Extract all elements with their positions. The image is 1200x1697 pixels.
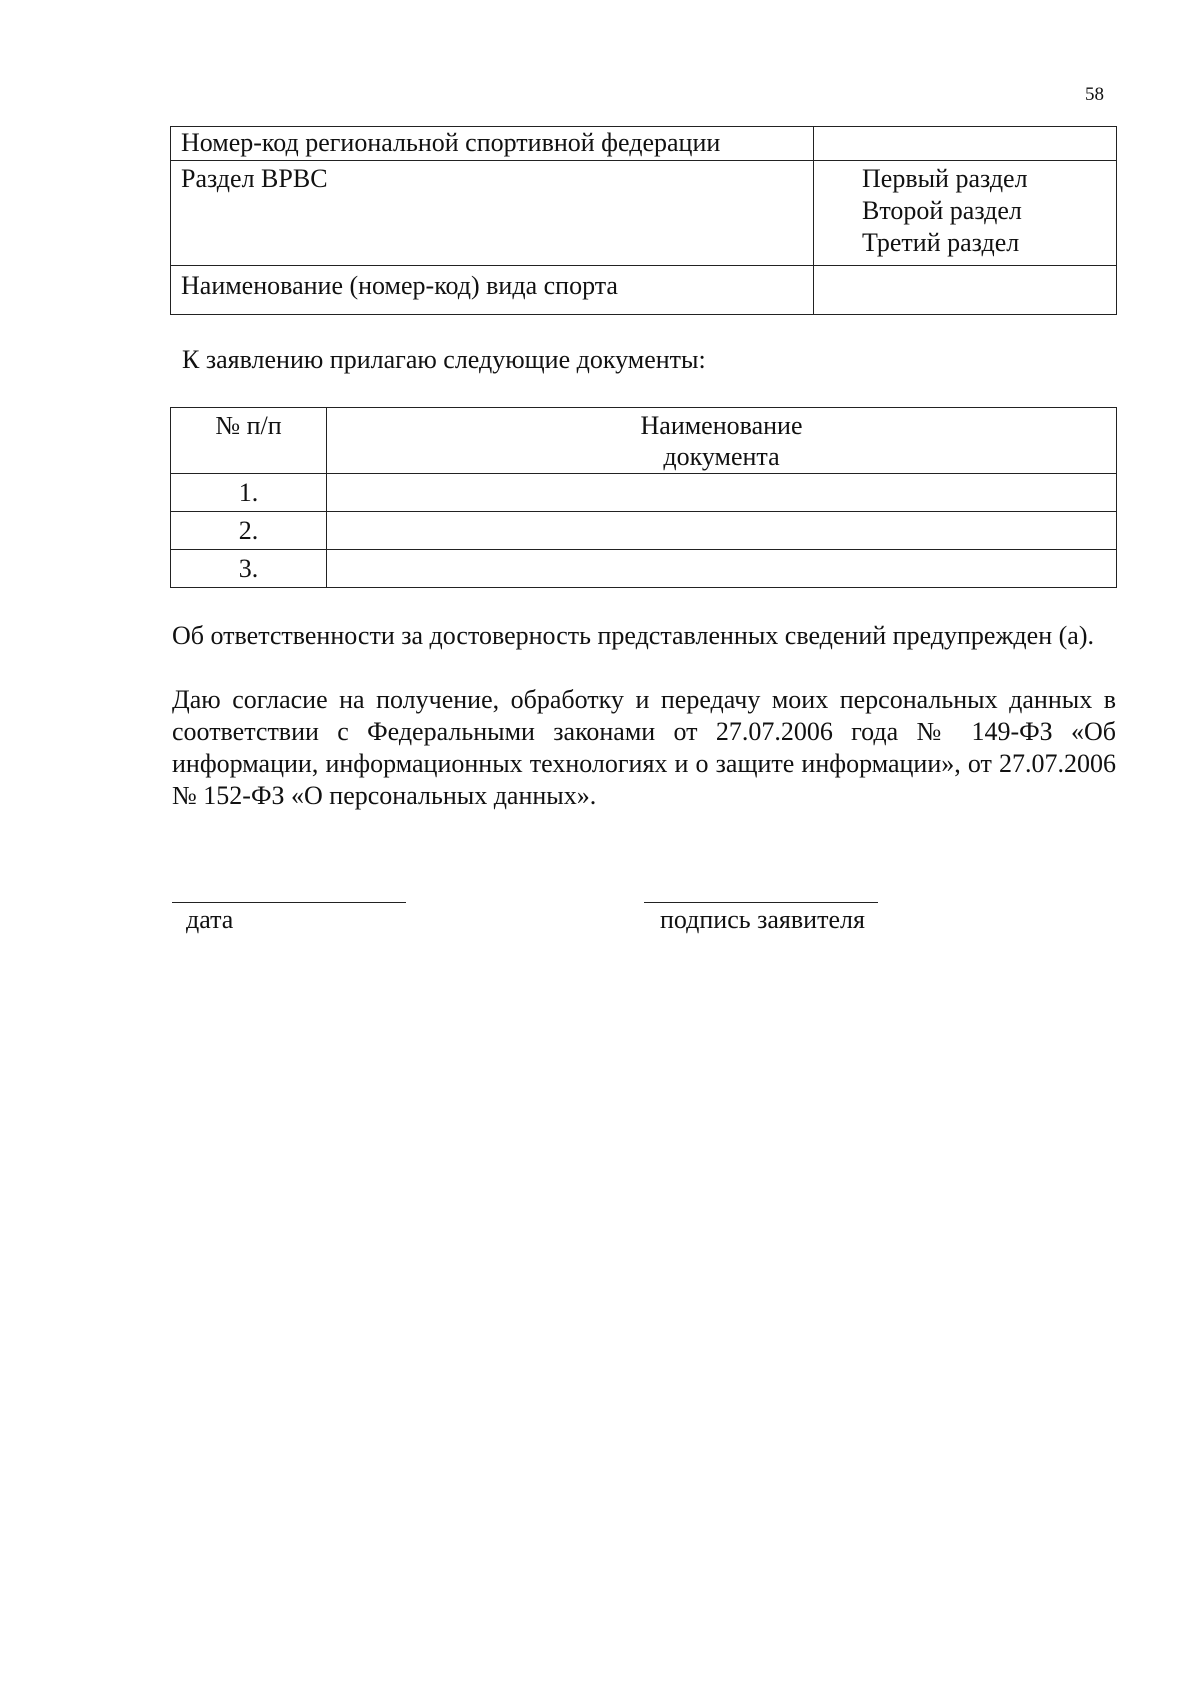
section-row [171, 161, 1117, 266]
signature-line[interactable] [644, 902, 878, 903]
document-name-field[interactable] [327, 550, 1117, 588]
consent-statement: Даю согласие на получение, обработку и передачу моих персональных данных в соответствии с Федеральными законами от 27.07.2006 года № 149-ФЗ «Об информации, информационных технологиях и о защите информации», от 27.07.2006 № 152-ФЗ «О персональных данных». [172, 685, 1116, 810]
column-header-document-name-line2: документа [663, 442, 780, 471]
attachments-heading: К заявлению прилагаю следующие документы: [182, 345, 706, 374]
section-option-second[interactable]: Второй раздел [862, 196, 1022, 225]
row-number: 2. [171, 512, 327, 550]
attachments-table [170, 407, 1117, 588]
column-header-number: № п/п [171, 408, 327, 474]
responsibility-statement: Об ответственности за достоверность представленных сведений предупрежден (а). [172, 621, 1094, 650]
page-number: 58 [1085, 84, 1104, 105]
sport-label: Наименование (номер-код) вида спорта [171, 266, 814, 315]
applicant-info-table [170, 126, 1117, 315]
section-option-third[interactable]: Третий раздел [862, 228, 1020, 257]
federation-code-row [171, 127, 1117, 161]
date-label: дата [186, 905, 234, 934]
row-number: 1. [171, 474, 327, 512]
sport-field[interactable] [814, 266, 1117, 315]
table-row [171, 474, 1117, 512]
signature-label: подпись заявителя [660, 905, 865, 934]
table-row [171, 512, 1117, 550]
document-name-field[interactable] [327, 512, 1117, 550]
date-line[interactable] [172, 902, 406, 903]
row-number: 3. [171, 550, 327, 588]
federation-code-label: Номер-код региональной спортивной федерации [171, 127, 814, 161]
section-option-first[interactable]: Первый раздел [862, 164, 1028, 193]
section-options [814, 161, 1117, 266]
column-header-document-name [327, 408, 1117, 474]
section-label: Раздел ВРВС [171, 161, 814, 266]
table-row [171, 550, 1117, 588]
federation-code-field[interactable] [814, 127, 1117, 161]
document-name-field[interactable] [327, 474, 1117, 512]
column-header-document-name-line1: Наименование [640, 411, 803, 440]
sport-row [171, 266, 1117, 315]
attachments-header-row [171, 408, 1117, 474]
